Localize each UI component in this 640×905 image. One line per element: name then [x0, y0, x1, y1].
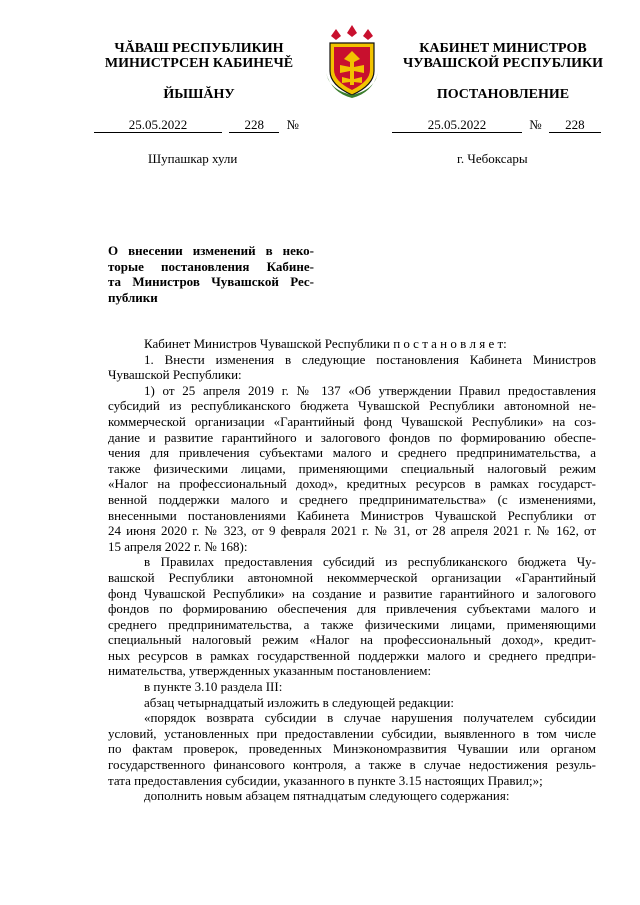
subject-line: О внесении изменений в неко-: [108, 243, 314, 258]
body-line: условий, установленных при предоставлении субсидии, выявленного в том числе: [108, 725, 596, 741]
body-line: внесенными постановлениями Кабинета Министров Чувашской Республики от: [108, 507, 596, 523]
body-line: чения для привлечения субъектами малого и среднего предпринимательства, а: [108, 445, 596, 461]
city-chuvash: Шупашкар хули: [148, 151, 238, 166]
number-sign-right: №: [529, 117, 542, 132]
subject-line: торые постановления Кабине-: [108, 258, 314, 274]
body-line: по фактам проверок, проведенных Минэкономразвития Чувашии или органом: [108, 741, 596, 757]
body-line: ных ресурсов в рамках государственной поддержки малого и среднего предпри-: [108, 647, 596, 663]
header-left-line-1: ЧĂВАШ РЕСПУБЛИКИН: [114, 41, 284, 56]
subject-line: публики: [108, 289, 158, 305]
body-line: нимательства, утвержденных указанным постановлением:: [108, 663, 432, 679]
body-line: 1) от 25 апреля 2019 г. № 137 «Об утверждении Правил предоставления: [144, 382, 596, 398]
document-subject: [108, 243, 314, 305]
number-sign-left: №: [286, 117, 299, 132]
body-line: фондов по формированию обеспечения для привлечения субъектами малого и: [108, 601, 596, 617]
body-line: тата предоставления субсидии, указанного в пункте 3.15 настоящих Правил;»;: [108, 772, 543, 788]
body-line: абзац четырнадцатый изложить в следующей редакции:: [144, 694, 454, 710]
body-line: дополнить новым абзацем пятнадцатым следующего содержания:: [144, 788, 510, 804]
body-line: в пункте 3.10 раздела III:: [144, 679, 283, 695]
body-line: государственного финансового контроля, а также в случае недостижения резуль-: [108, 757, 596, 773]
body-line: «Налог на профессиональный доход», кредитных ресурсов в рамках государст-: [108, 476, 596, 492]
body-line: также физическими лицами, применяющими специальный налоговый режим: [108, 460, 596, 476]
body-line: 24 июня 2020 г. № 323, от 9 февраля 2021 г. № 31, от 28 апреля 2021 г. № 162, от: [108, 523, 596, 539]
chuvash-coat-of-arms-icon: [322, 23, 382, 99]
registration-line-left: [94, 117, 314, 135]
body-line: специальный налоговый режим «Налог на профессиональный доход», кредит-: [108, 632, 596, 648]
header-left-line-2: МИНИСТРСЕН КАБИНЕЧĚ: [104, 56, 294, 71]
header-right-line-2: ЧУВАШСКОЙ РЕСПУБЛИКИ: [402, 56, 604, 71]
number-right: 228: [549, 117, 601, 133]
document-body: [108, 336, 596, 804]
body-line: 15 апреля 2022 г. № 168):: [108, 538, 248, 554]
body-line: дание и развитие гарантийного и залогового фондов по формированию обеспе-: [108, 429, 596, 445]
document-type-chuvash: ЙЫШĂНУ: [163, 87, 235, 102]
body-line: «порядок возврата субсидии в случае нарушения получателем субсидии: [144, 710, 596, 726]
number-left: 228: [229, 117, 279, 133]
body-line: субсидий из республиканского бюджета Чувашской Республики автономной не-: [108, 398, 596, 414]
body-line: среднего предпринимательства, а также физическими лицами, применяющими: [108, 616, 596, 632]
body-line: вашской Республики автономной некоммерческой организации «Гарантийный: [108, 569, 596, 585]
body-line: Чувашской Республики:: [108, 367, 242, 383]
city-russian: г. Чебоксары: [457, 151, 528, 166]
body-line: фонд Чувашской Республики» на создание и развитие гарантийного и залогового: [108, 585, 596, 601]
header-right-line-1: КАБИНЕТ МИНИСТРОВ: [419, 41, 587, 56]
date-right: 25.05.2022: [392, 117, 522, 133]
header-left-chuvash: [84, 41, 314, 71]
body-line: Кабинет Министров Чувашской Республики п о с т а н о в л я е т:: [144, 336, 507, 351]
body-line: 1. Внести изменения в следующие постановления Кабинета Министров: [144, 351, 596, 367]
body-line: венной поддержки малого и среднего предпринимательства» (с изменениями,: [108, 491, 596, 507]
body-line: коммерческой организации «Гарантийный фонд Чувашской Республики» на соз-: [108, 413, 596, 429]
date-left: 25.05.2022: [94, 117, 222, 133]
subject-line: та Министров Чувашской Рес-: [108, 274, 314, 289]
header-right-russian: [388, 41, 618, 71]
document-type-russian: ПОСТАНОВЛЕНИЕ: [436, 87, 570, 102]
registration-line-right: [392, 117, 602, 135]
body-line: в Правилах предоставления субсидий из республиканского бюджета Чу-: [144, 554, 596, 570]
